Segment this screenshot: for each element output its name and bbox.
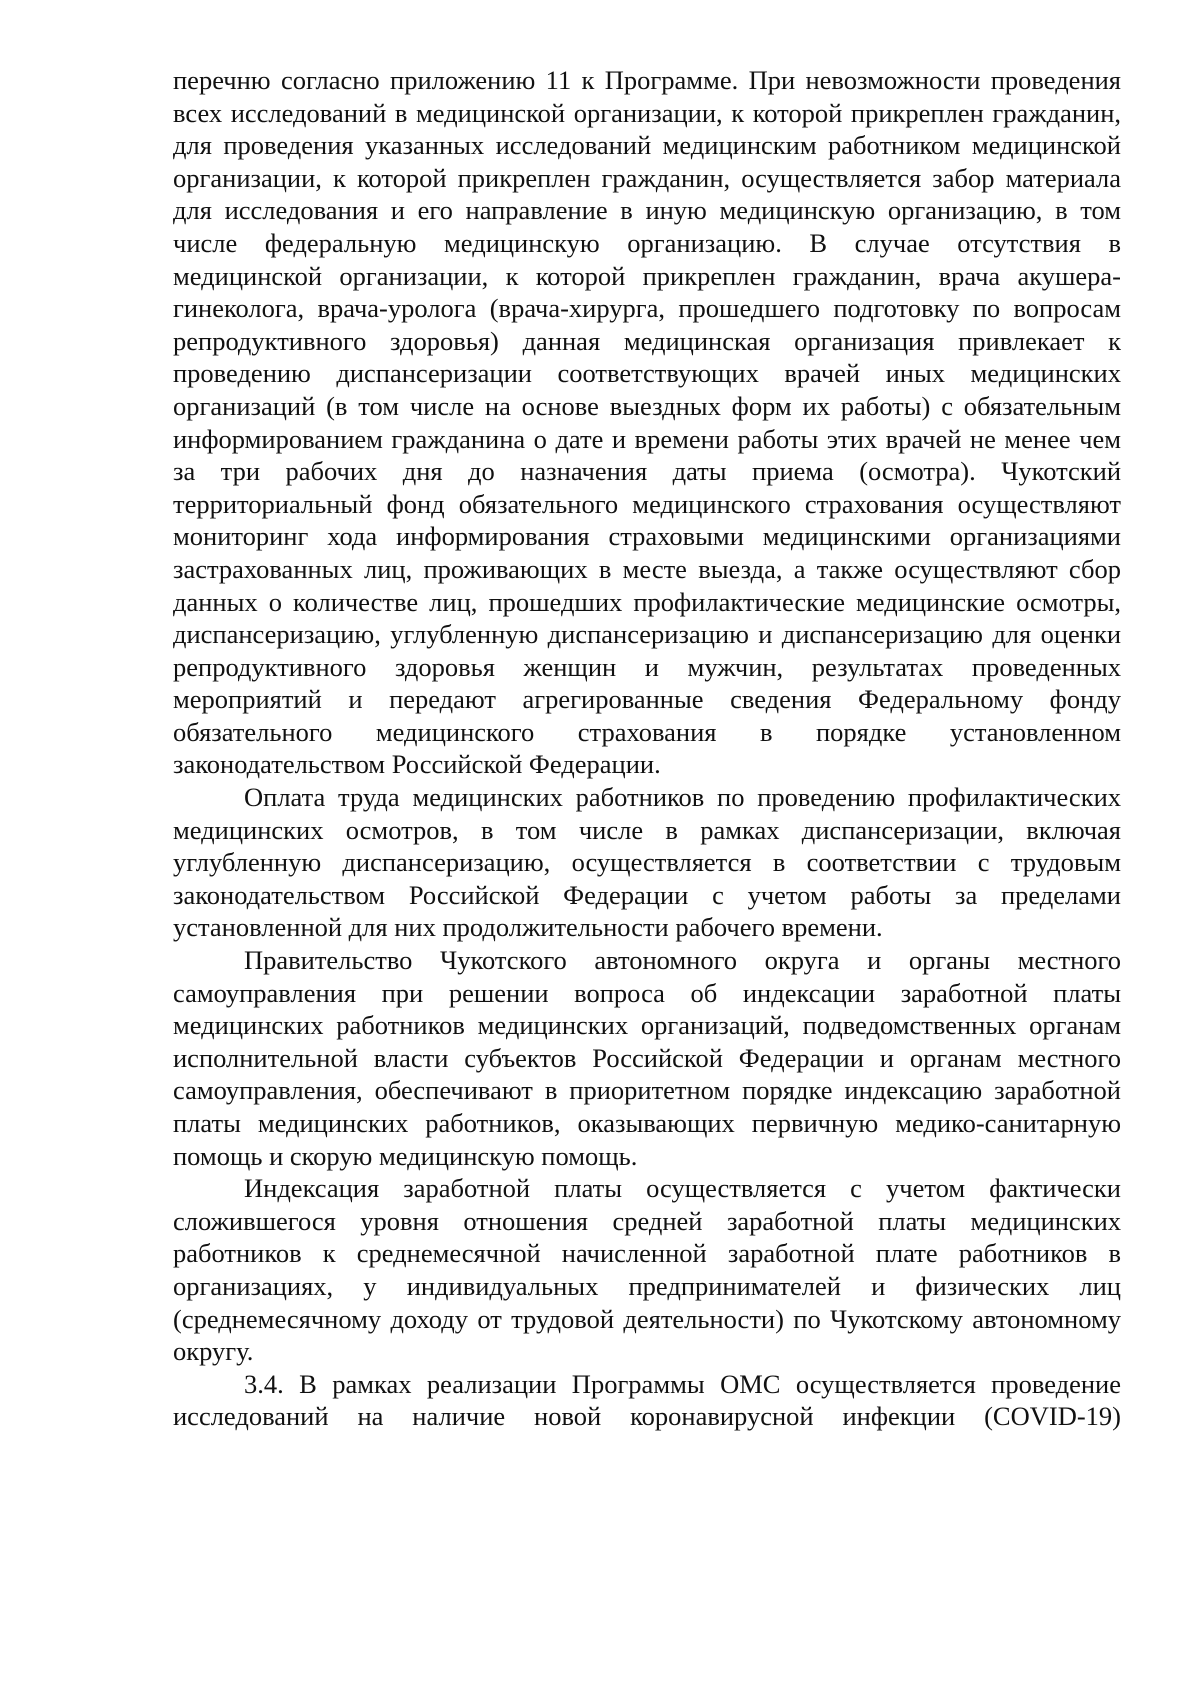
paragraph-3: Правительство Чукотского автономного округа и органы местного самоуправления при решении вопроса об индексации заработной платы медицинских работников медицинских организаций, подведомственных органам исполнительной власти субъектов Российской Федерации и органам местного самоуправления, обеспечивают в приоритетном порядке индексацию заработной платы медицинских работников, оказывающих первичную медико-санитарную помощь и скорую медицинскую помощь. (173, 945, 1121, 1171)
document-body (173, 64, 1121, 1433)
paragraph-2: Оплата труда медицинских работников по проведению профилактических медицинских осмотров, в том числе в рамках диспансеризации, включая углубленную диспансеризацию, осуществляется в соответствии с трудовым законодательством Российской Федерации с учетом работы за пределами установленной для них продолжительности рабочего времени. (173, 782, 1121, 943)
paragraph-1: перечню согласно приложению 11 к Программе. При невозможности проведения всех исследований в медицинской организации, к которой прикреплен гражданин, для проведения указанных исследований медицинским работником медицинской организации, к которой прикреплен гражданин, осуществляется забор материала для исследования и его направление в иную медицинскую организацию, в том числе федеральную медицинскую организацию. В случае отсутствия в медицинской организации, к которой прикреплен гражданин, врача акушера-гинеколога, врача-уролога (врача-хирурга, прошедшего подготовку по вопросам репродуктивного здоровья) данная медицинская организация привлекает к проведению диспансеризации соответствующих врачей иных медицинских организаций (в том числе на основе выездных форм их работы) с обязательным информированием гражданина о дате и времени работы этих врачей не менее чем за три рабочих дня до назначения даты приема (осмотра). Чукотский территориальный фонд обязательного медицинского страхования осуществляют мониторинг хода информирования страховыми медицинскими организациями застрахованных лиц, проживающих в месте выезда, а также осуществляют сбор данных о количестве лиц, прошедших профилактические медицинские осмотры, диспансеризацию, углубленную диспансеризацию и диспансеризацию для оценки репродуктивного здоровья женщин и мужчин, результатах проведенных мероприятий и передают агрегированные сведения Федеральному фонду обязательного медицинского страхования в порядке установленном законодательством Российской Федерации. (173, 65, 1121, 780)
paragraph-5: 3.4. В рамках реализации Программы ОМС осуществляется проведение исследований на наличие новой коронавирусной инфекции (COVID-19) (173, 1368, 1121, 1432)
paragraph-4: Индексация заработной платы осуществляется с учетом фактически сложившегося уровня отношения средней заработной платы медицинских работников к среднемесячной начисленной заработной плате работников в организациях, у индивидуальных предпринимателей и физических лиц (среднемесячному доходу от трудовой деятельности) по Чукотскому автономному округу. (173, 1173, 1121, 1367)
